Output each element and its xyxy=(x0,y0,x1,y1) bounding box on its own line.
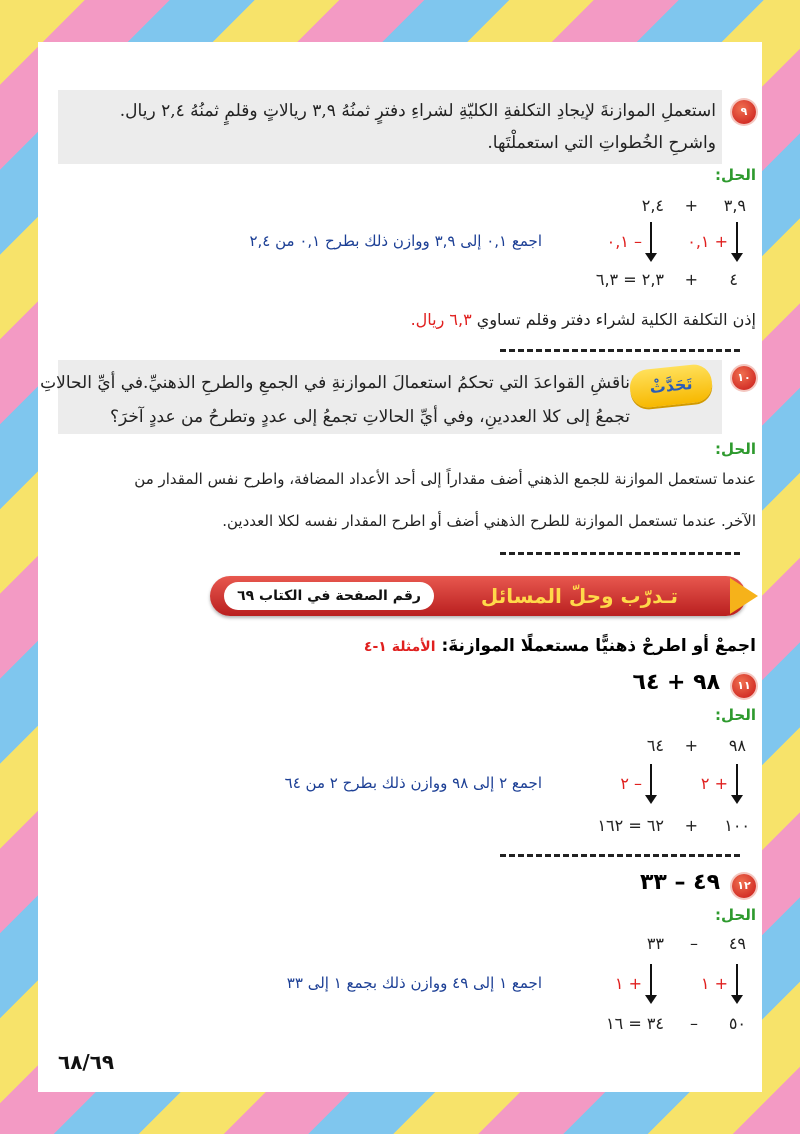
q9-adjust-b: – ٠,١ xyxy=(606,232,642,251)
q9-row3-rest: ٢,٣ = ٦,٣ xyxy=(595,270,664,289)
q12-row3-a: ٥٠ xyxy=(728,1014,746,1033)
q11-arrow-icon xyxy=(736,764,738,796)
q12-arrow-icon xyxy=(650,964,652,996)
talk-badge: تَحَدَّثْ xyxy=(628,363,714,409)
question-12-number: ١٢ xyxy=(732,874,756,898)
question-9-text-line1: استعملِ الموازنةَ لإيجادِ التكلفةِ الكليّةِ لشراءِ دفترٍ ثمنُهُ ٣,٩ ريالاتٍ وقلمٍ ثمنُهُ ٢,٤ ريال. xyxy=(119,101,716,121)
q12-adjust-b: + ١ xyxy=(614,974,642,993)
q9-note: اجمع ٠,١ إلى ٣,٩ ووازن ذلك بطرح ٠,١ من ٢,٤ xyxy=(249,232,542,250)
q12-adjust-a: + ١ xyxy=(700,974,728,993)
question-12-solution-label: الحل: xyxy=(715,906,756,924)
q11-adjust-b: – ٢ xyxy=(620,774,642,793)
examples-reference: الأمثلة ١-٤ xyxy=(363,639,436,655)
question-10-text-line2: تجمعُ إلى كلا العددينِ، وفي أيِّ الحالاتِ تجمعُ إلى عددٍ وتطرحُ من عددٍ آخرَ؟ xyxy=(109,407,630,427)
question-10-answer-line1: عندما تستعمل الموازنة للجمع الذهني أضف مقداراً إلى أحد الأعداد المضافة، واطرح نفس المقدار من xyxy=(134,470,756,488)
question-11-problem: ٩٨ + ٦٤ xyxy=(632,670,720,695)
q9-arrow-icon xyxy=(736,222,738,254)
q12-row1-a: ٤٩ xyxy=(728,934,746,953)
q11-note: اجمع ٢ إلى ٩٨ ووازن ذلك بطرح ٢ من ٦٤ xyxy=(284,774,542,792)
q9-row1-a: ٣,٩ xyxy=(723,196,746,215)
q9-conclusion-text: إذن التكلفة الكلية لشراء دفتر وقلم تساوي xyxy=(476,310,756,329)
q9-row3-a: ٤ xyxy=(729,270,738,289)
worksheet-page xyxy=(38,42,762,1092)
question-11-number: ١١ xyxy=(732,674,756,698)
divider xyxy=(500,854,740,857)
q12-row3-rest: ٣٤ = ١٦ xyxy=(606,1014,664,1033)
q11-arrow-icon xyxy=(650,764,652,796)
q11-row3-op: + xyxy=(684,816,698,835)
q9-row1-b: ٢,٤ xyxy=(641,196,664,215)
q9-conclusion-value: ٦,٣ ريال. xyxy=(410,310,472,329)
q12-row3-op: – xyxy=(690,1014,698,1033)
question-9-number: ٩ xyxy=(732,100,756,124)
question-12-problem: ٤٩ – ٣٣ xyxy=(639,870,720,895)
q9-row3-op: + xyxy=(684,270,698,289)
practice-banner xyxy=(210,576,746,616)
question-10-answer-line2: الآخر. عندما تستعمل الموازنة للطرح الذهني أضف أو اطرح المقدار نفسه لكلا العددين. xyxy=(222,512,756,530)
q12-row1-op: – xyxy=(690,934,698,953)
q11-row3-a: ١٠٠ xyxy=(724,816,750,835)
banner-title: تـدرّب وحلّ المسائل xyxy=(480,584,678,608)
q9-adjust-a: + ٠,١ xyxy=(687,232,728,251)
divider xyxy=(500,552,740,555)
exercise-instruction xyxy=(364,636,756,656)
q11-row1-op: + xyxy=(684,736,698,755)
q11-row1-b: ٦٤ xyxy=(646,736,664,755)
instruction-text: اجمعْ أو اطرحْ ذهنيًّا مستعملًا الموازنةَ: xyxy=(441,636,756,656)
divider xyxy=(500,349,740,352)
q9-conclusion xyxy=(411,310,756,329)
question-9-text-line2: واشرحِ الخُطواتِ التي استعملْتَها. xyxy=(487,133,716,153)
question-10-solution-label: الحل: xyxy=(715,440,756,458)
question-11-solution-label: الحل: xyxy=(715,706,756,724)
q11-adjust-a: + ٢ xyxy=(700,774,728,793)
banner-page-reference: رقم الصفحة في الكتاب ٦٩ xyxy=(224,582,434,610)
q12-row1-b: ٣٣ xyxy=(646,934,664,953)
q12-arrow-icon xyxy=(736,964,738,996)
q9-row1-op: + xyxy=(684,196,698,215)
q9-arrow-icon xyxy=(650,222,652,254)
question-10-text-line1: ناقشِ القواعدَ التي تحكمُ استعمالَ الموازنةِ في الجمعِ والطرحِ الذهنيِّ.في أيِّ الحالاتِ xyxy=(40,373,630,393)
banner-arrow-icon xyxy=(730,578,758,614)
question-9-solution-label: الحل: xyxy=(715,166,756,184)
question-10-number: ١٠ xyxy=(732,366,756,390)
q11-row1-a: ٩٨ xyxy=(728,736,746,755)
page-numbers: ٦٨/٦٩ xyxy=(58,1050,115,1074)
q11-row3-rest: ٦٢ = ١٦٢ xyxy=(597,816,664,835)
q12-note: اجمع ١ إلى ٤٩ ووازن ذلك بجمع ١ إلى ٣٣ xyxy=(286,974,542,992)
